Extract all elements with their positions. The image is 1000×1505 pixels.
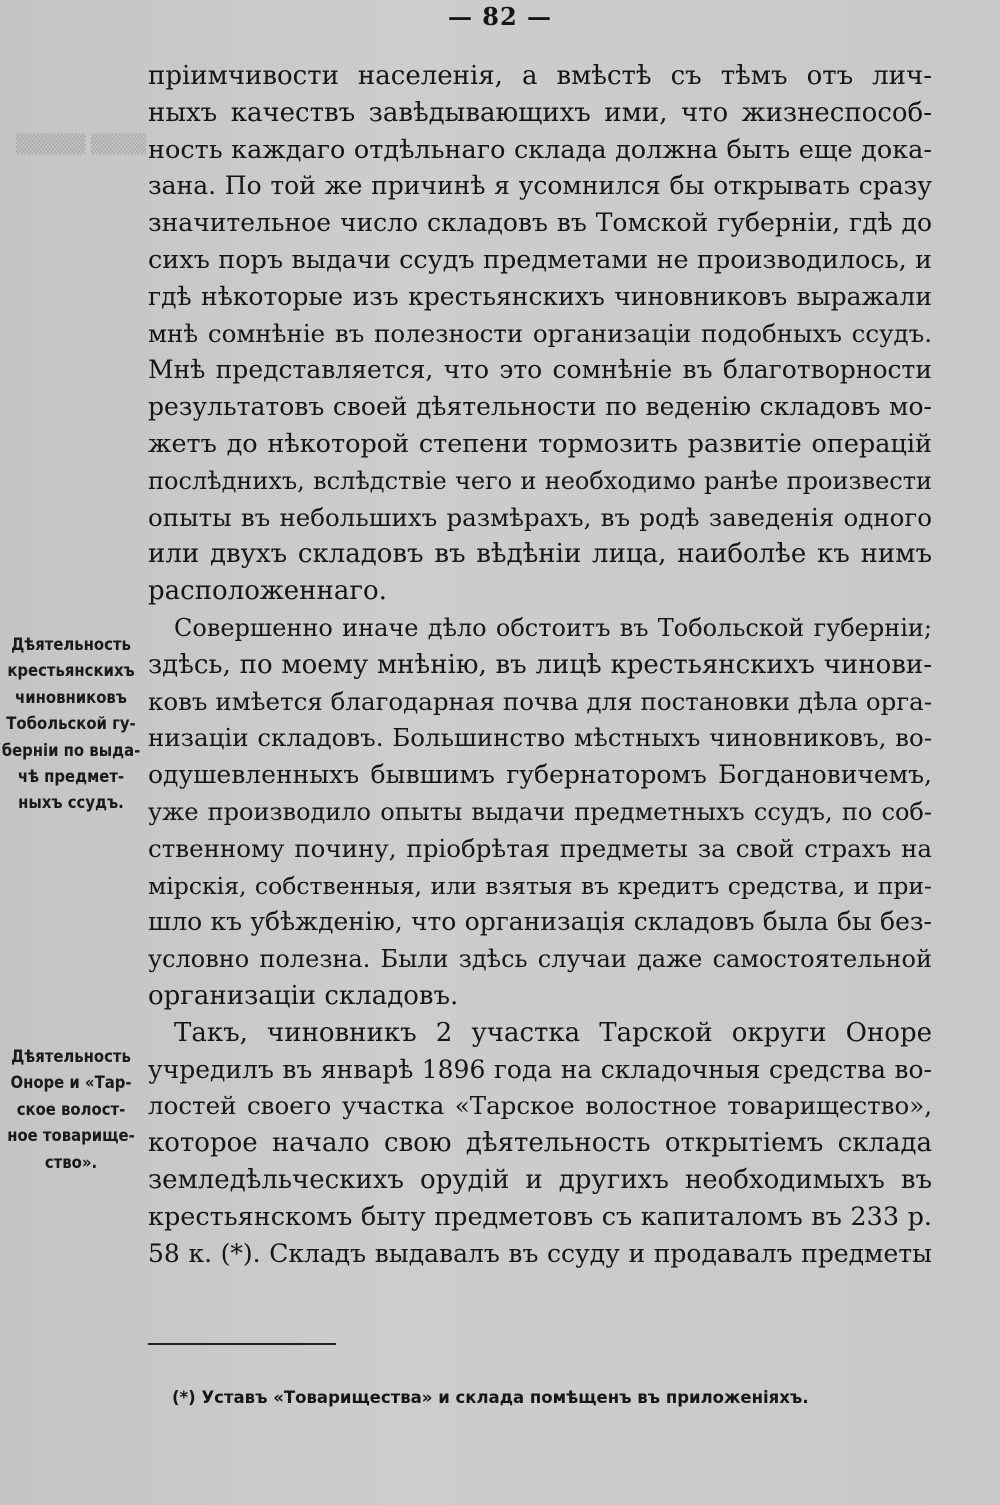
main-text [148, 58, 932, 1272]
text-line: низаціи складовъ. Большинство мѣстныхъ чиновниковъ, во- [148, 723, 932, 753]
text-line: 58 к. (*). Складъ выдавалъ въ ссуду и продавалъ предметы [148, 1238, 932, 1268]
margin-note-line: чѣ предмет- [17, 766, 125, 786]
text-line: одушевленныхъ бывшимъ губернаторомъ Богдановичемъ, [148, 760, 932, 790]
margin-note-line: Дѣятельность [11, 635, 131, 654]
text-line: ственному почину, пріобрѣтая предметы за свой страхъ на [148, 833, 932, 863]
margin-note-line: чиновниковъ [15, 687, 127, 707]
text-line: послѣднихъ, вслѣдствіе чего и необходимо ранѣе произвести [148, 466, 932, 495]
text-line: опыты въ небольшихъ размѣрахъ, въ родѣ заведенія одного [148, 502, 932, 532]
margin-note-onore [0, 1044, 142, 1176]
text-line: крестьянскомъ быту предметовъ съ капиталомъ въ 233 р. [148, 1201, 932, 1232]
margin-note-line: ство». [44, 1152, 98, 1172]
margin-note-line: ныхъ ссудъ. [18, 793, 124, 813]
margin-note-line: крестьянскихъ [7, 661, 135, 681]
margin-note-line: Дѣятельность [11, 1047, 131, 1066]
text-line: Такъ, чиновникъ 2 участка Тарской округи Оноре [174, 1017, 932, 1048]
text-line: значительное число складовъ въ Томской губерніи, гдѣ до [148, 208, 932, 238]
margin-note-line: ное товарище- [7, 1126, 135, 1146]
text-line: здѣсь, по моему мнѣнію, въ лицѣ крестьянскихъ чинови- [148, 649, 932, 680]
text-line: земледѣльческихъ орудій и другихъ необходимыхъ въ [148, 1164, 932, 1195]
footnote: (*) Уставъ «Товарищества» и склада помѣщенъ въ приложеніяхъ. [172, 1388, 809, 1407]
paragraph [148, 1015, 932, 1273]
text-line: ность каждаго отдѣльнаго склада должна быть еще дока- [148, 134, 932, 165]
text-line: жетъ до нѣкоторой степени тормозить развитіе операцій [148, 428, 932, 459]
text-line: гдѣ нѣкоторые изъ крестьянскихъ чиновниковъ выражали [148, 281, 932, 311]
text-line: расположеннаго. [148, 576, 387, 607]
text-line: которое начало свою дѣятельность открытіемъ склада [148, 1128, 932, 1159]
text-line: ныхъ качествъ завѣдывающихъ ими, что жизнеспособ- [148, 97, 932, 128]
margin-note-line: берніи по выда- [1, 740, 141, 760]
text-line: шло къ убѣжденію, что организація складовъ была бы без- [148, 907, 932, 937]
text-line: Мнѣ представляется, что это сомнѣніе въ благотворности [148, 355, 932, 385]
margin-note-line: ское волост- [16, 1099, 126, 1119]
text-line: учредилъ въ январѣ 1896 года на складочныя средства во- [148, 1054, 932, 1084]
margin-note-line: Тобольской гу- [6, 714, 136, 734]
text-line: мнѣ сомнѣніе въ полезности организаціи подобныхъ ссудъ. [148, 318, 932, 348]
margin-note-tobolsk-officials [0, 632, 142, 817]
text-line: лостей своего участка «Тарское волостное товарищество», [148, 1091, 932, 1121]
text-line: мірскія, собственныя, или взятыя въ кредитъ средства, и при- [148, 871, 932, 900]
text-line: ковъ имѣется благодарная почва для постановки дѣла орга- [148, 686, 932, 716]
text-line: сихъ поръ выдачи ссудъ предметами не производилось, и [148, 244, 932, 275]
text-line: организаціи складовъ. [148, 980, 459, 1011]
text-line: результатовъ своей дѣятельности по веденію складовъ мо- [148, 392, 932, 422]
bleed-through-mark: ▒▒▒▒▒ ▒▒▒▒ [16, 134, 147, 155]
text-line: Совершенно иначе дѣло обстоитъ въ Тобольской губерніи; [174, 613, 932, 642]
text-line: пріимчивости населенія, а вмѣстѣ съ тѣмъ отъ лич- [148, 61, 932, 91]
paragraph [148, 610, 932, 1015]
text-line: уже производило опыты выдачи предметныхъ ссудъ, по соб- [148, 797, 932, 826]
text-line: условно полезна. Были здѣсь случаи даже самостоятельной [148, 945, 932, 974]
page-number: — 82 — [447, 2, 553, 31]
margin-note-line: Оноре и «Тар- [10, 1073, 132, 1093]
text-line: зана. По той же причинѣ я усомнился бы открывать сразу [148, 171, 932, 201]
text-line: или двухъ складовъ въ вѣдѣніи лица, наиболѣе къ нимъ [148, 539, 932, 570]
paragraph [148, 58, 932, 610]
footnote-divider [148, 1343, 336, 1345]
